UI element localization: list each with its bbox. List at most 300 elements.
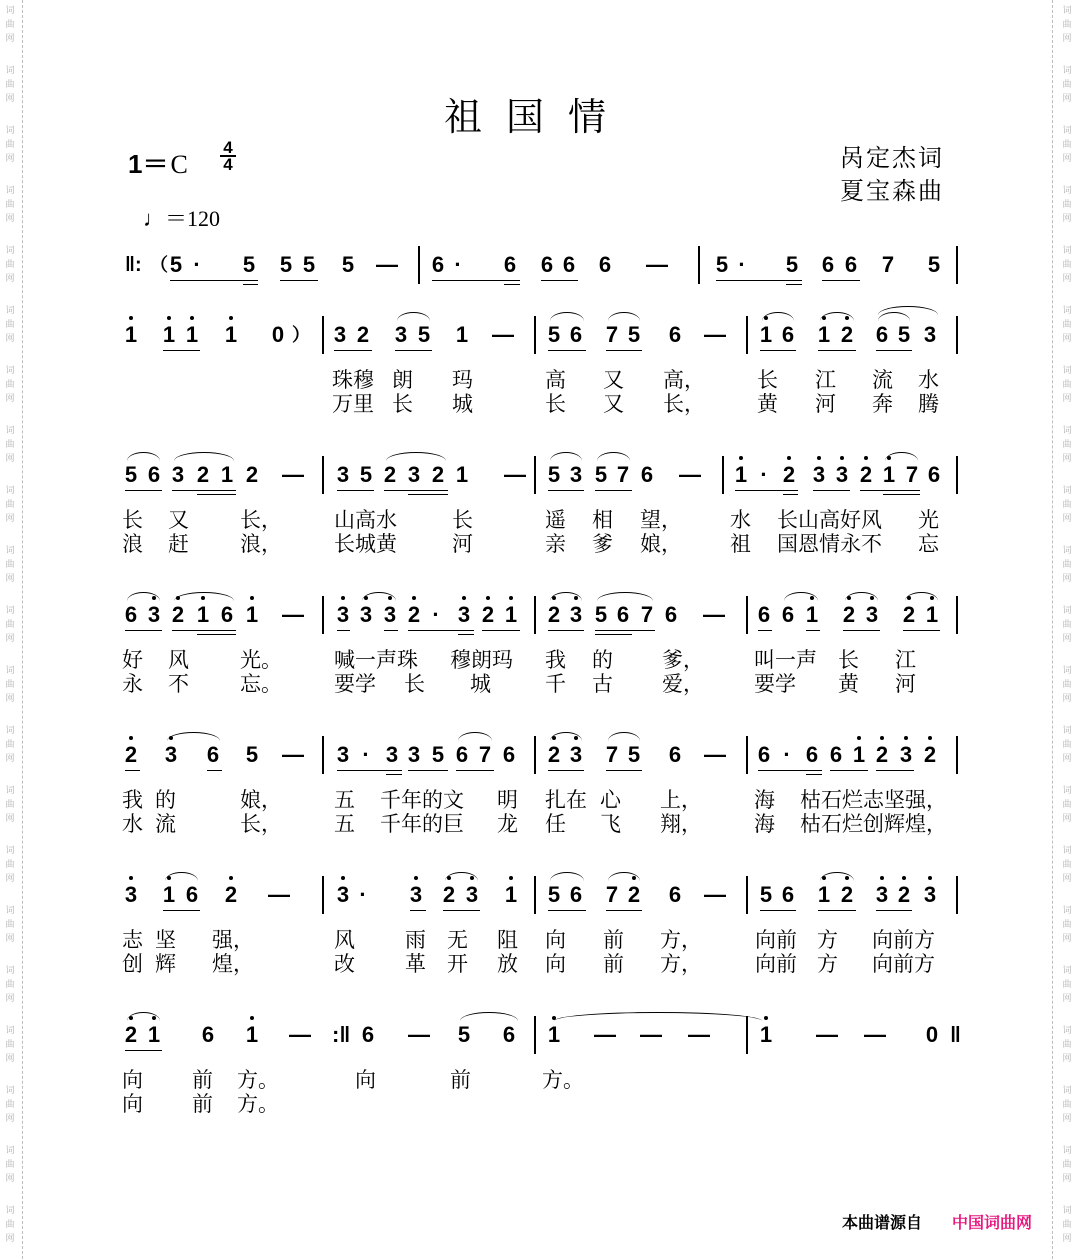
watermark-text: 词 曲 网 <box>5 486 15 524</box>
note: 5 <box>169 252 183 277</box>
lyric-verse-2: 黄 <box>757 392 778 416</box>
note: 1 <box>881 462 897 488</box>
dotted-note-dot: · <box>432 602 440 627</box>
lyric-verse-1: 相 <box>592 508 613 532</box>
watermark-text: 词 曲 网 <box>5 1146 15 1184</box>
note: 5 <box>359 462 373 487</box>
slur-arc <box>550 732 582 741</box>
note: 7 <box>616 462 630 487</box>
beam-underline <box>760 350 796 351</box>
slur-arc <box>362 592 396 601</box>
beam-underline <box>818 350 856 351</box>
octave-dot <box>250 596 254 600</box>
lyric-verse-2: 浪， <box>240 532 282 556</box>
beam-underline <box>410 910 426 911</box>
lyric-verse-2: 河 <box>452 532 473 556</box>
beam-underline <box>172 630 236 631</box>
watermark-text: 词 曲 网 <box>1062 546 1072 584</box>
dash-sustain: — <box>376 252 398 277</box>
note: 5 <box>715 252 729 277</box>
beam-underline <box>903 630 940 631</box>
octave-dot <box>739 456 743 460</box>
dash-sustain: — <box>646 252 668 277</box>
slur-arc <box>127 592 160 601</box>
note: 3 <box>382 602 398 628</box>
octave-dot <box>857 736 861 740</box>
octave-dot <box>129 316 133 320</box>
octave-dot <box>880 876 884 880</box>
lyric-verse-2: 枯石烂创辉煌， <box>800 812 947 836</box>
note: 1 <box>816 322 832 348</box>
dotted-note-dot: · <box>362 742 370 767</box>
watermark-text: 词 曲 网 <box>5 366 15 404</box>
lyric-verse-1: 水 <box>730 508 751 532</box>
note: 1 <box>123 322 139 348</box>
beam-underline <box>163 350 200 351</box>
beam-underline <box>716 280 802 281</box>
octave-dot <box>229 876 233 880</box>
beam-underline <box>408 494 448 495</box>
note: 6 <box>562 252 576 277</box>
lyric-verse-1: 雨 <box>405 928 426 952</box>
note: 5 <box>457 1022 471 1047</box>
octave-dot <box>486 596 490 600</box>
note: 7 <box>905 462 919 487</box>
note: 2 <box>223 882 239 908</box>
note: 2 <box>896 882 912 908</box>
watermark-text: 词 曲 网 <box>5 666 15 704</box>
lyric-verse-2: 辉 <box>155 952 176 976</box>
repeat-barline: ‖ <box>950 1022 961 1047</box>
watermark-text: 词 曲 网 <box>1062 306 1072 344</box>
note: 2 <box>406 602 422 628</box>
note: 3 <box>407 742 421 767</box>
octave-dot <box>840 456 844 460</box>
lyric-verse-2: 千 <box>545 672 566 696</box>
lyric-verse-1: 长 <box>122 508 143 532</box>
lyric-verse-1: 望， <box>640 508 682 532</box>
lyric-verse-2: 城 <box>470 672 491 696</box>
beam-underline <box>395 350 432 351</box>
lyric-verse-2: 亲 <box>545 532 566 556</box>
lyric-verse-2: 千年的巨 <box>380 812 464 836</box>
note: 5 <box>897 322 911 347</box>
slur-arc <box>820 312 854 321</box>
note: 1 <box>758 322 774 348</box>
lyric-verse-2: 向 <box>545 952 566 976</box>
bar-line <box>322 316 324 354</box>
lyric-verse-1: 又 <box>603 368 624 392</box>
dash-sustain: — <box>688 1022 710 1047</box>
slur-arc <box>597 592 653 601</box>
note: 6 <box>781 322 795 347</box>
note: 5 <box>547 882 561 907</box>
note: 6 <box>757 602 771 627</box>
bar-line <box>722 456 724 494</box>
lyric-verse-2: 开 <box>447 952 468 976</box>
dash-sustain: — <box>679 462 701 487</box>
note: 1 <box>455 322 469 347</box>
dash-sustain: — <box>703 602 725 627</box>
beam-underline <box>860 490 920 491</box>
note: 5 <box>785 252 799 277</box>
note: 7 <box>478 742 492 767</box>
lyric-verse-1: 珠穆 <box>332 368 374 392</box>
lyric-verse-2: 长 <box>392 392 413 416</box>
watermark-text: 词 曲 网 <box>1062 726 1072 764</box>
bar-line <box>418 246 420 284</box>
note: 5 <box>547 322 561 347</box>
lyric-verse-2: 飞 <box>600 812 621 836</box>
watermark-text: 词 曲 网 <box>5 426 15 464</box>
watermark-text: 词 曲 网 <box>1062 606 1072 644</box>
note: 3 <box>407 462 421 487</box>
beam-underline <box>125 490 162 491</box>
lyric-verse-2: 龙 <box>497 812 518 836</box>
lyric-verse-2: 祖 <box>730 532 751 556</box>
note: 2 <box>196 462 210 487</box>
watermark-text: 词 曲 网 <box>5 66 15 104</box>
lyric-verse-1: 强， <box>212 928 254 952</box>
bar-line <box>534 1016 536 1054</box>
beam-underline <box>758 630 772 631</box>
lyric-verse-1: 心 <box>600 788 621 812</box>
note: 0 <box>925 1022 939 1047</box>
bar-line <box>956 596 958 634</box>
beam-underline <box>125 630 162 631</box>
lyric-verse-2: 黄 <box>838 672 859 696</box>
octave-dot <box>509 596 513 600</box>
beam-underline <box>806 774 822 775</box>
note: 5 <box>279 252 293 277</box>
octave-dot <box>817 456 821 460</box>
beam-underline <box>822 280 860 281</box>
watermark-text: 词 曲 网 <box>5 606 15 644</box>
dash-sustain: — <box>492 322 514 347</box>
note: 6 <box>875 322 889 347</box>
note: 2 <box>123 742 139 768</box>
beam-underline <box>456 770 494 771</box>
watermark-text: 词 曲 网 <box>5 186 15 224</box>
lyric-verse-1: 遥 <box>545 508 566 532</box>
bar-line <box>956 246 958 284</box>
lyric-verse-1: 长 <box>757 368 778 392</box>
note: 3 <box>456 602 472 628</box>
lyric-verse-1: 长山高好风 <box>777 508 882 532</box>
note: 1 <box>161 322 177 348</box>
octave-dot <box>229 316 233 320</box>
note: 1 <box>455 462 469 487</box>
lyric-verse-2: 娘， <box>640 532 682 556</box>
note: 3 <box>922 882 938 908</box>
octave-dot <box>864 456 868 460</box>
bar-line <box>956 876 958 914</box>
watermark-text: 词 曲 网 <box>5 906 15 944</box>
beam-underline <box>595 634 632 635</box>
key-label: 1＝ <box>128 149 169 179</box>
lyric-verse-1: 坚 <box>155 928 176 952</box>
beam-underline <box>334 350 372 351</box>
watermark-text: 词 曲 网 <box>5 126 15 164</box>
note: 2 <box>245 462 259 487</box>
watermark-column-right <box>1052 0 1074 1259</box>
lyric-verse-1: 前 <box>603 928 624 952</box>
lyric-verse-2: 方， <box>660 952 702 976</box>
lyric-verse-1: 穆朗玛 <box>450 648 513 672</box>
note: 6 <box>569 322 583 347</box>
note: 3 <box>898 742 914 768</box>
note: 3 <box>394 322 408 347</box>
bar-line <box>322 736 324 774</box>
note: 1 <box>816 882 832 908</box>
octave-dot <box>129 736 133 740</box>
lyric-verse-2: 改 <box>334 952 355 976</box>
lyric-verse-2: 革 <box>405 952 426 976</box>
watermark-text: 词 曲 网 <box>1062 186 1072 224</box>
beam-underline <box>876 770 914 771</box>
tempo-marking: ♩＝120 <box>143 206 221 231</box>
note: 3 <box>385 742 399 767</box>
beam-underline <box>806 630 820 631</box>
bar-line <box>322 876 324 914</box>
beam-underline <box>735 490 798 491</box>
lyric-verse-1: 扎在 <box>545 788 587 812</box>
slur-arc <box>597 452 630 461</box>
note: 6 <box>668 882 682 907</box>
slur-arc <box>397 312 430 321</box>
dash-sustain: — <box>704 882 726 907</box>
note: 1 <box>924 602 940 628</box>
lyric-verse-1: 娘， <box>240 788 282 812</box>
lyric-verse-2: 水 <box>122 812 143 836</box>
note: 1 <box>851 742 867 768</box>
note: 3 <box>146 602 162 628</box>
lyric-verse-1: 高 <box>545 368 566 392</box>
note: 3 <box>336 462 350 487</box>
note: 1 <box>733 462 749 488</box>
note: 3 <box>811 462 827 488</box>
note: 2 <box>480 602 496 628</box>
lyric-verse-1: 爹， <box>662 648 704 672</box>
watermark-text: 词 曲 网 <box>1062 966 1072 1004</box>
lyric-verse-1: 上， <box>660 788 702 812</box>
dash-sustain: — <box>282 602 304 627</box>
note: 1 <box>503 602 519 628</box>
watermark-text: 词 曲 网 <box>1062 246 1072 284</box>
time-signature-top: 4 <box>223 138 233 157</box>
lyric-verse-2: 向 <box>122 1092 143 1116</box>
bar-line <box>534 316 536 354</box>
dotted-note-dot: · <box>454 252 462 277</box>
repeat-barline: ‖: <box>125 254 142 276</box>
note: 2 <box>441 882 457 908</box>
slur-arc <box>905 592 938 601</box>
octave-dot <box>462 596 466 600</box>
note: 2 <box>839 322 855 348</box>
site-name-link[interactable]: 中国词曲网 <box>952 1213 1033 1232</box>
note: 6 <box>220 602 234 627</box>
lyric-verse-1: 我 <box>545 648 566 672</box>
dash-sustain: — <box>816 1022 838 1047</box>
lyric-verse-2: 前 <box>603 952 624 976</box>
slur-arc <box>127 452 160 461</box>
watermark-text: 词 曲 网 <box>1062 66 1072 104</box>
lyric-verse-2: 永 <box>122 672 143 696</box>
watermark-text: 词 曲 网 <box>1062 6 1072 44</box>
lyric-verse-2: 腾 <box>918 392 939 416</box>
lyric-verse-1: 向前方 <box>872 928 935 952</box>
octave-dot <box>928 736 932 740</box>
note: 1 <box>220 462 234 487</box>
lyric-verse-1: 玛 <box>452 368 473 392</box>
lyric-verse-1: 千年的文 <box>380 788 464 812</box>
slur-arc <box>165 872 198 881</box>
lyric-verse-1: 枯石烂志坚强， <box>800 788 947 812</box>
note: 1 <box>146 1022 162 1048</box>
dash-sustain: — <box>704 322 726 347</box>
lyric-verse-1: 无 <box>447 928 468 952</box>
watermark-text: 词 曲 网 <box>1062 486 1072 524</box>
beam-underline <box>786 284 802 285</box>
lyric-verse-2: 古 <box>592 672 613 696</box>
slur-arc <box>550 312 584 321</box>
lyric-verse-2: 向前方 <box>872 952 935 976</box>
lyric-verse-2: 长城黄 <box>334 532 397 556</box>
note: 6 <box>821 252 835 277</box>
bar-line <box>698 246 700 284</box>
lyric-verse-1: 向 <box>122 1068 143 1092</box>
note: 2 <box>858 462 874 488</box>
lyric-verse-1: 的 <box>155 788 176 812</box>
lyric-verse-2: 长 <box>545 392 566 416</box>
bar-line <box>534 596 536 634</box>
note: 6 <box>206 742 220 767</box>
lyric-verse-1: 向 <box>355 1068 376 1092</box>
parenthesis: （ <box>150 255 168 275</box>
watermark-text: 词 曲 网 <box>5 1086 15 1124</box>
note: 6 <box>668 742 682 767</box>
dash-sustain: — <box>504 462 526 487</box>
beam-underline <box>337 770 402 771</box>
dash-sustain: — <box>594 1022 616 1047</box>
lyric-verse-2: 前 <box>192 1092 213 1116</box>
watermark-text: 词 曲 网 <box>5 246 15 284</box>
bar-line <box>534 456 536 494</box>
time-signature-bottom: 4 <box>223 155 233 174</box>
dash-sustain: — <box>282 742 304 767</box>
note: 6 <box>598 252 612 277</box>
note: 3 <box>335 882 351 908</box>
lyric-verse-1: 风 <box>334 928 355 952</box>
note: 3 <box>123 882 139 908</box>
octave-dot <box>250 1016 254 1020</box>
beam-underline <box>595 630 655 631</box>
watermark-text: 词 曲 网 <box>1062 846 1072 884</box>
note: 3 <box>336 742 350 767</box>
note: 2 <box>546 742 562 768</box>
lyric-verse-2: 爹 <box>592 532 613 556</box>
lyric-verse-1: 流 <box>872 368 893 392</box>
parenthesis: ） <box>292 325 310 345</box>
note: 2 <box>841 602 857 628</box>
lyric-verse-2: 要学 <box>334 672 376 696</box>
beam-underline <box>606 350 642 351</box>
key-letter: C <box>170 150 188 179</box>
bar-line <box>746 876 748 914</box>
lyric-verse-2: 五 <box>334 812 355 836</box>
watermark-text: 词 曲 网 <box>5 6 15 44</box>
note: 2 <box>901 602 917 628</box>
note: 7 <box>605 882 619 907</box>
note: 3 <box>408 882 424 908</box>
slur-arc <box>608 872 640 881</box>
beam-underline <box>541 280 578 281</box>
note: 7 <box>605 742 619 767</box>
note: 6 <box>124 602 138 627</box>
note: 1 <box>223 322 239 348</box>
lyric-verse-2: 要学 <box>754 672 796 696</box>
slur-arc <box>445 872 478 881</box>
note: 2 <box>874 742 890 768</box>
slur-arc <box>820 872 854 881</box>
note: 3 <box>163 742 179 768</box>
note: 6 <box>927 462 941 487</box>
octave-dot <box>414 876 418 880</box>
slur-arc <box>127 1012 160 1021</box>
lyric-verse-1: 方。 <box>542 1068 584 1092</box>
note: 6 <box>502 1022 516 1047</box>
note: 1 <box>758 1022 774 1048</box>
octave-dot <box>764 1016 768 1020</box>
lyric-verse-1: 长 <box>838 648 859 672</box>
note: 5 <box>245 742 259 767</box>
lyric-verse-1: 山高水 <box>334 508 397 532</box>
bar-line <box>534 876 536 914</box>
beam-underline <box>783 494 798 495</box>
lyric-verse-1: 水 <box>918 368 939 392</box>
slur-arc <box>386 452 446 461</box>
octave-dot <box>167 316 171 320</box>
lyric-verse-1: 江 <box>895 648 916 672</box>
beam-underline <box>482 630 520 631</box>
lyric-verse-2: 海 <box>754 812 775 836</box>
beam-underline <box>197 494 236 495</box>
lyric-verse-2: 任 <box>545 812 566 836</box>
note: 6 <box>781 882 795 907</box>
note: 6 <box>147 462 161 487</box>
note: 3 <box>335 602 351 628</box>
slur-arc <box>460 1012 518 1021</box>
note: 2 <box>356 322 370 347</box>
bar-line <box>746 316 748 354</box>
dotted-note-dot: · <box>783 742 791 767</box>
lyric-verse-2: 又 <box>603 392 624 416</box>
dotted-note-dot: · <box>738 252 746 277</box>
dash-sustain: — <box>864 1022 886 1047</box>
beam-underline <box>548 770 584 771</box>
octave-dot <box>341 876 345 880</box>
note: 5 <box>594 602 608 627</box>
beam-underline <box>813 490 850 491</box>
note: 3 <box>569 462 583 487</box>
beam-underline <box>197 634 236 635</box>
note: 6 <box>502 742 516 767</box>
beam-underline <box>170 280 258 281</box>
note: 5 <box>594 462 608 487</box>
beam-underline <box>876 350 912 351</box>
watermark-text: 词 曲 网 <box>1062 1086 1072 1124</box>
lyric-verse-1: 光 <box>918 508 939 532</box>
